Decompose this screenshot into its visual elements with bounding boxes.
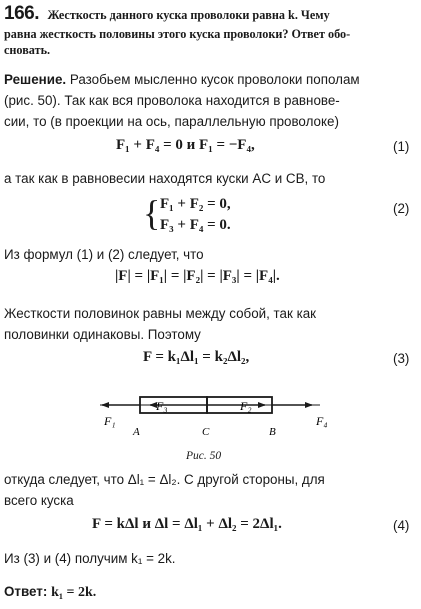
label-f1: F₁ xyxy=(104,414,116,428)
system-eq-a: F₁ + F₂ = 0, xyxy=(160,196,231,212)
solution-text-7: половинки одинаковы. Поэтому xyxy=(4,327,201,342)
equation-1-number: (1) xyxy=(393,139,410,154)
equation-4-number: (4) xyxy=(393,518,410,533)
solution-text-10: Из (3) и (4) получим k₁ = 2k. xyxy=(4,551,176,566)
label-a: A xyxy=(133,426,140,438)
solution-text-3: сии, то (в проекции на ось, параллельную проволоке) xyxy=(4,114,339,129)
system-brace: { xyxy=(143,193,161,233)
problem-text-3: сновать. xyxy=(4,43,51,57)
equation-3-number: (3) xyxy=(393,351,410,366)
solution-text-5: Из формул (1) и (2) следует, что xyxy=(4,247,204,262)
solution-text-8: откуда следует, что Δl₁ = Δl₂. С другой стороны, для xyxy=(4,472,325,487)
problem-line-1 xyxy=(4,3,330,25)
answer-value: k₁ = 2k. xyxy=(51,585,97,600)
solution-label: Решение. xyxy=(4,72,67,87)
problem-text-1: Жесткость данного куска проволоки равна k. Чему xyxy=(47,8,330,22)
equation-2-number: (2) xyxy=(393,201,410,216)
label-f3: F₃ xyxy=(156,399,168,413)
figure-caption: Рис. 50 xyxy=(186,450,222,462)
solution-text-4: а так как в равновесии находятся куски AC и CB, то xyxy=(4,171,326,186)
solution-text-9: всего куска xyxy=(4,493,74,508)
equation-4: F = kΔl и Δl = Δl₁ + Δl₂ = 2Δl₁. xyxy=(92,516,282,532)
system-eq-b: F₃ + F₄ = 0. xyxy=(160,217,231,233)
solution-line-1 xyxy=(4,72,360,87)
problem-text-2: равна жесткость половины этого куска проволоки? Ответ обо- xyxy=(4,27,351,41)
equation-1: F₁ + F₄ = 0 и F₁ = −F₄, xyxy=(116,137,255,153)
answer-line xyxy=(4,584,96,601)
label-b: B xyxy=(269,426,276,438)
equation-3: F = k₁Δl₁ = k₂Δl₂, xyxy=(143,349,250,365)
answer-label: Ответ: xyxy=(4,584,48,599)
problem-number: 166. xyxy=(4,3,39,24)
solution-text-1: Разобьем мысленно кусок проволоки пополам xyxy=(69,72,360,87)
label-c: C xyxy=(202,426,210,438)
equation-modulus: |F| = |F₁| = |F₂| = |F₃| = |F₄|. xyxy=(115,268,280,284)
figure-50 xyxy=(90,383,330,445)
solution-text-6: Жесткости половинок равны между собой, так как xyxy=(4,306,317,321)
label-f2: F₂ xyxy=(240,399,252,413)
solution-text-2: (рис. 50). Так как вся проволока находится в равнове- xyxy=(4,93,340,108)
label-f4: F₄ xyxy=(316,414,328,428)
